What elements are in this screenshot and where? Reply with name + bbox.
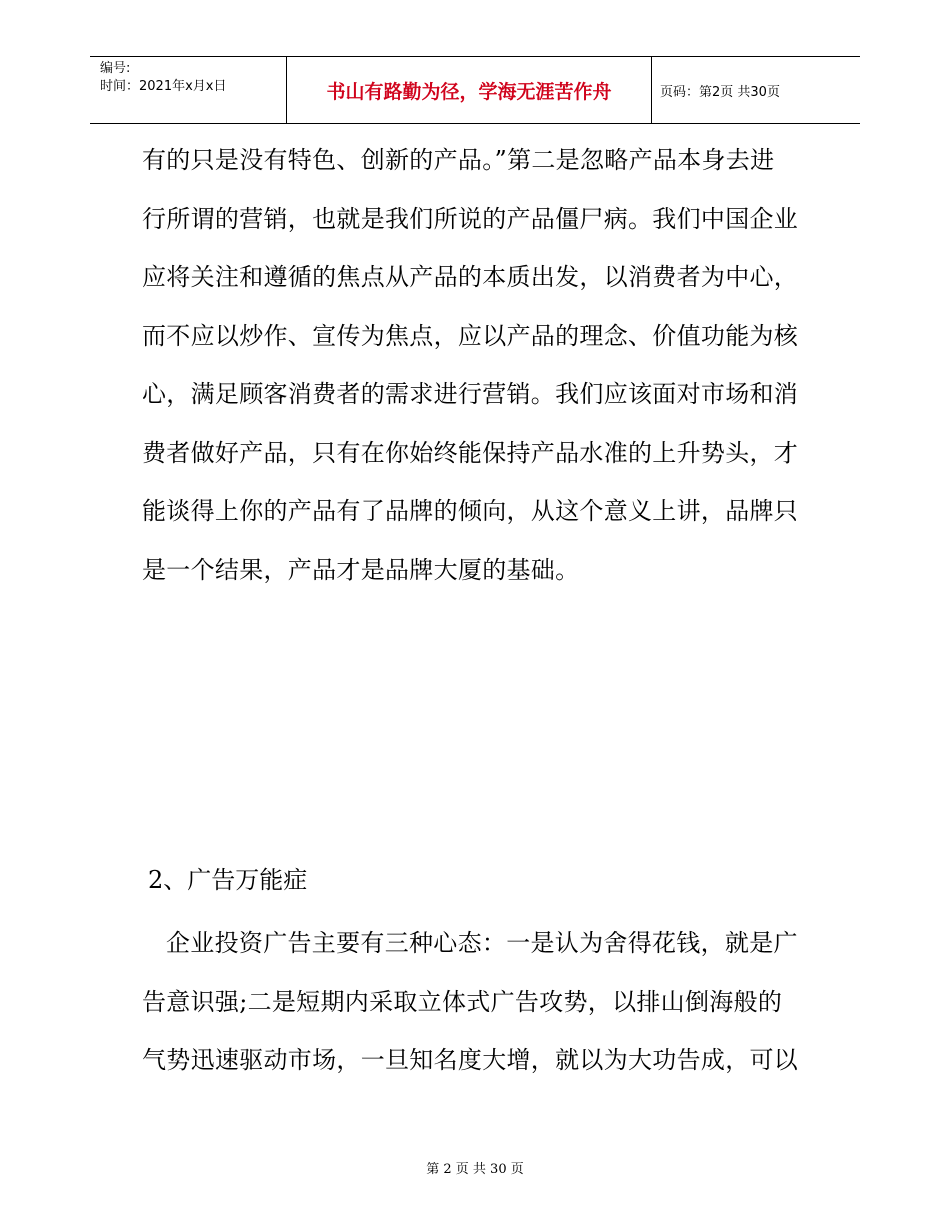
page-header — [90, 56, 860, 124]
paragraph-line: 费者做好产品，只有在你始终能保持产品水准的上升势头，才 — [142, 438, 799, 467]
paragraph-line: 应将关注和遵循的焦点从产品的本质出发，以消费者为中心， — [142, 263, 799, 291]
paragraph-line: 能谈得上你的产品有了品牌的倾向，从这个意义上讲，品牌只 — [142, 497, 799, 525]
paragraph-line: 心，满足顾客消费者的需求进行营销。我们应该面对市场和消 — [142, 380, 799, 408]
header-page-info: 页码：第2页 共30页 — [660, 84, 780, 100]
paragraph-2 — [142, 914, 812, 1090]
paragraph-1 — [142, 131, 812, 599]
paragraph-line: 是一个结果，产品才是品牌大厦的基础。 — [142, 555, 580, 584]
time-label: 时间：2021年x月x日 — [100, 79, 227, 94]
paragraph-line: 而不应以炒作、宣传为焦点，应以产品的理念、价值功能为核 — [142, 321, 799, 350]
paragraph-line: 有的只是没有特色、创新的产品。”第二是忽略产品本身去进 — [142, 146, 775, 174]
header-motto: 书山有路勤为径，学海无涯苦作舟 — [326, 80, 612, 103]
section-heading: 2、广告万能症 — [148, 866, 308, 894]
header-meta — [90, 57, 286, 123]
paragraph-line: 行所谓的营销，也就是我们所说的产品僵尸病。我们中国企业 — [142, 204, 799, 233]
number-label: 编号: — [100, 61, 131, 76]
paragraph-line: 告意识强;二是短期内采取立体式广告攻势，以排山倒海般的 — [142, 987, 783, 1016]
paragraph-line: 气势迅速驱动市场，一旦知名度大增，就以为大功告成，可以 — [142, 1046, 799, 1074]
paragraph-line: 企业投资广告主要有三种心态：一是认为舍得花钱，就是广 — [166, 929, 798, 957]
page-footer: 第 2 页 共 30 页 — [426, 1162, 524, 1177]
